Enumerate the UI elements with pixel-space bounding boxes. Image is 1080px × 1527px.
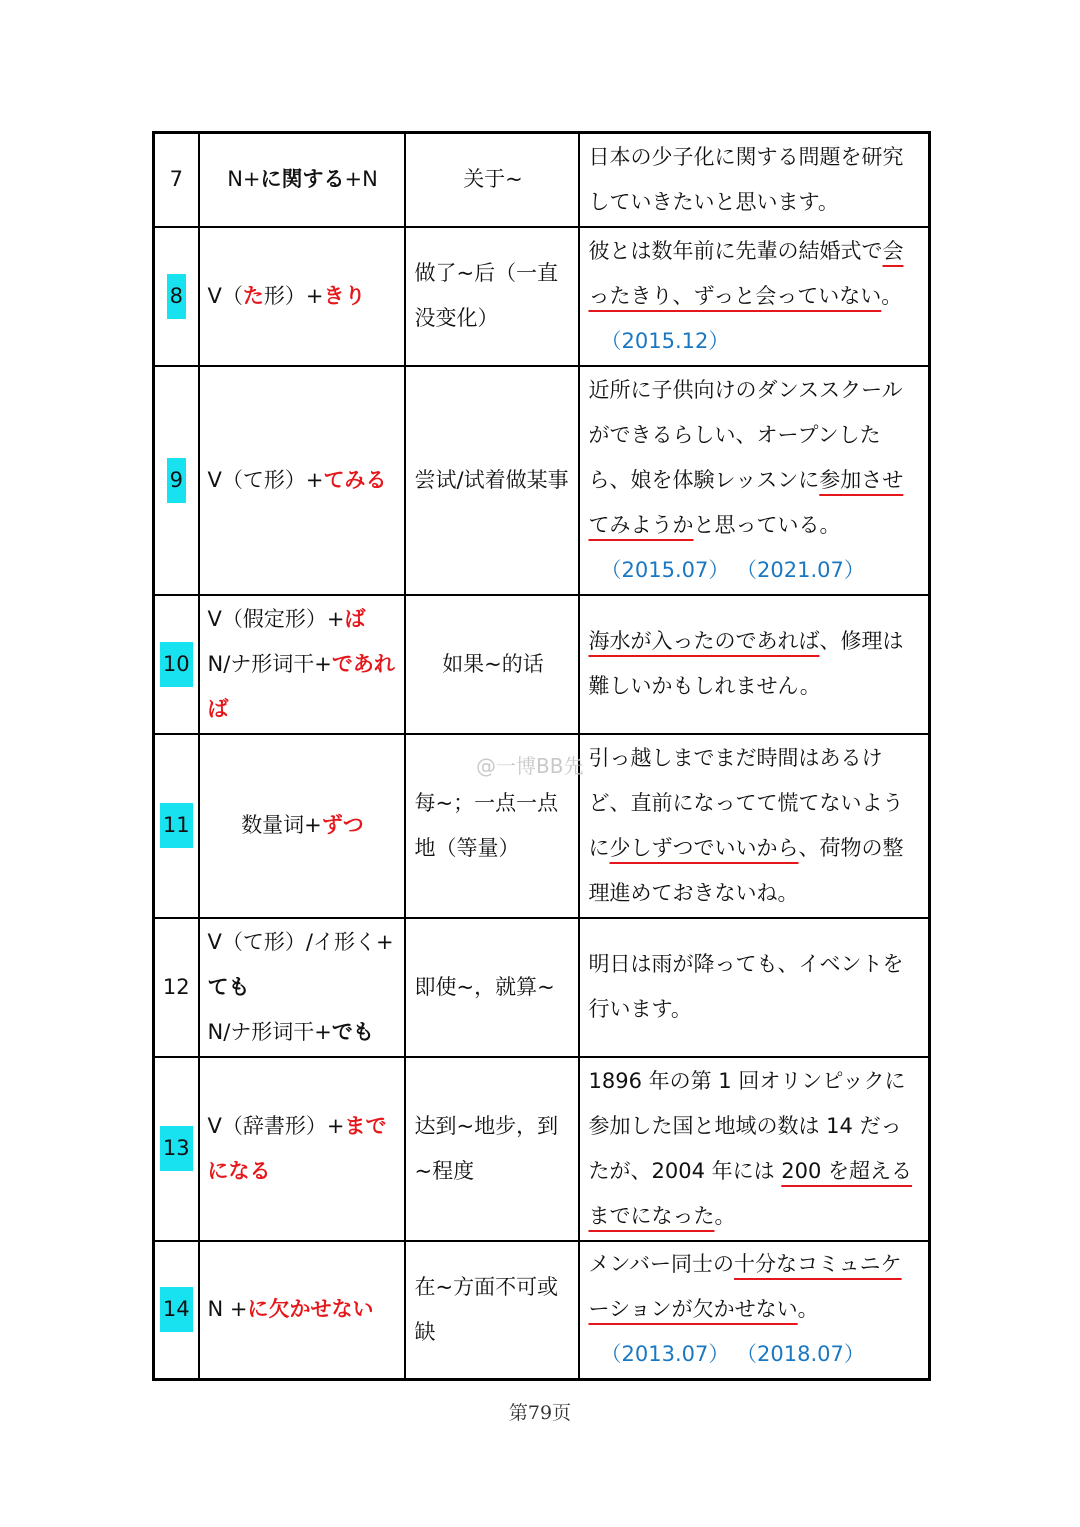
row-number bbox=[154, 366, 199, 595]
example-sentence: 引っ越しまでまだ時間はあるけど、直前になってて慌てないように少しずつでいいから、荷物の整理進めておきないね。 bbox=[579, 734, 930, 918]
table-row bbox=[154, 595, 930, 734]
row-number: 7 bbox=[154, 133, 199, 227]
highlighted-number: 10 bbox=[160, 642, 193, 687]
example-sentence: 1896 年の第 1 回オリンピックに参加した国と地域の数は 14 だったが、2004 年には 200 を超えるまでになった。 bbox=[579, 1057, 930, 1241]
highlighted-number: 13 bbox=[160, 1126, 193, 1171]
grammar-pattern: V（て形）/イ形く+ ても N/ナ形词干+でも bbox=[199, 918, 405, 1057]
highlighted-number: 11 bbox=[160, 803, 193, 848]
table-row bbox=[154, 133, 930, 227]
grammar-pattern: N +に欠かせない bbox=[199, 1241, 405, 1380]
table-row bbox=[154, 1057, 930, 1241]
grammar-pattern: V（て形）+てみる bbox=[199, 366, 405, 595]
example-sentence: 日本の少子化に関する問題を研究していきたいと思います。 bbox=[579, 133, 930, 227]
page-number: 第79页 bbox=[508, 1402, 572, 1424]
table-row bbox=[154, 227, 930, 366]
highlighted-number: 9 bbox=[167, 458, 186, 503]
meaning: 尝试/试着做某事 bbox=[405, 366, 579, 595]
grammar-pattern: V（假定形）+ば N/ナ形词干+であれば bbox=[199, 595, 405, 734]
example-sentence: メンバー同士の十分なコミュニケーションが欠かせない。 （2013.07） （2018.07） bbox=[579, 1241, 930, 1380]
exam-dates: （2013.07） （2018.07） bbox=[600, 1342, 865, 1367]
highlighted-number: 14 bbox=[160, 1287, 193, 1332]
meaning: 在~方面不可或缺 bbox=[405, 1241, 579, 1380]
grammar-pattern: V（た形）+きり bbox=[199, 227, 405, 366]
meaning: 如果~的话 bbox=[405, 595, 579, 734]
meaning: 每~；一点一点地（等量） bbox=[405, 734, 579, 918]
grammar-pattern: N+に関する+N bbox=[199, 133, 405, 227]
table-row bbox=[154, 366, 930, 595]
meaning: 即使~，就算~ bbox=[405, 918, 579, 1057]
example-sentence: 海水が入ったのであれば、修理は難しいかもしれません。 bbox=[579, 595, 930, 734]
meaning: 关于~ bbox=[405, 133, 579, 227]
highlighted-number: 8 bbox=[167, 274, 186, 319]
meaning: 做了~后（一直没变化） bbox=[405, 227, 579, 366]
grammar-pattern: V（辞書形）+までになる bbox=[199, 1057, 405, 1241]
row-number bbox=[154, 734, 199, 918]
example-sentence: 彼とは数年前に先輩の結婚式で会ったきり、ずっと会っていない。 （2015.12） bbox=[579, 227, 930, 366]
row-number bbox=[154, 595, 199, 734]
row-number bbox=[154, 1057, 199, 1241]
meaning: 达到~地步，到~程度 bbox=[405, 1057, 579, 1241]
watermark: @一博BB先 bbox=[476, 754, 584, 778]
table-row bbox=[154, 918, 930, 1057]
grammar-pattern: 数量词+ずつ bbox=[199, 734, 405, 918]
exam-dates: （2015.07） （2021.07） bbox=[600, 557, 865, 582]
row-number bbox=[154, 227, 199, 366]
exam-dates: （2015.12） bbox=[600, 328, 730, 353]
example-sentence: 明日は雨が降っても、イベントを行います。 bbox=[579, 918, 930, 1057]
row-number: 12 bbox=[154, 918, 199, 1057]
row-number bbox=[154, 1241, 199, 1380]
example-sentence: 近所に子供向けのダンススクールができるらしい、オープンしたら、娘を体験レッスンに参加させてみようかと思っている。 （2015.07） （2021.07） bbox=[579, 366, 930, 595]
table-row bbox=[154, 1241, 930, 1380]
